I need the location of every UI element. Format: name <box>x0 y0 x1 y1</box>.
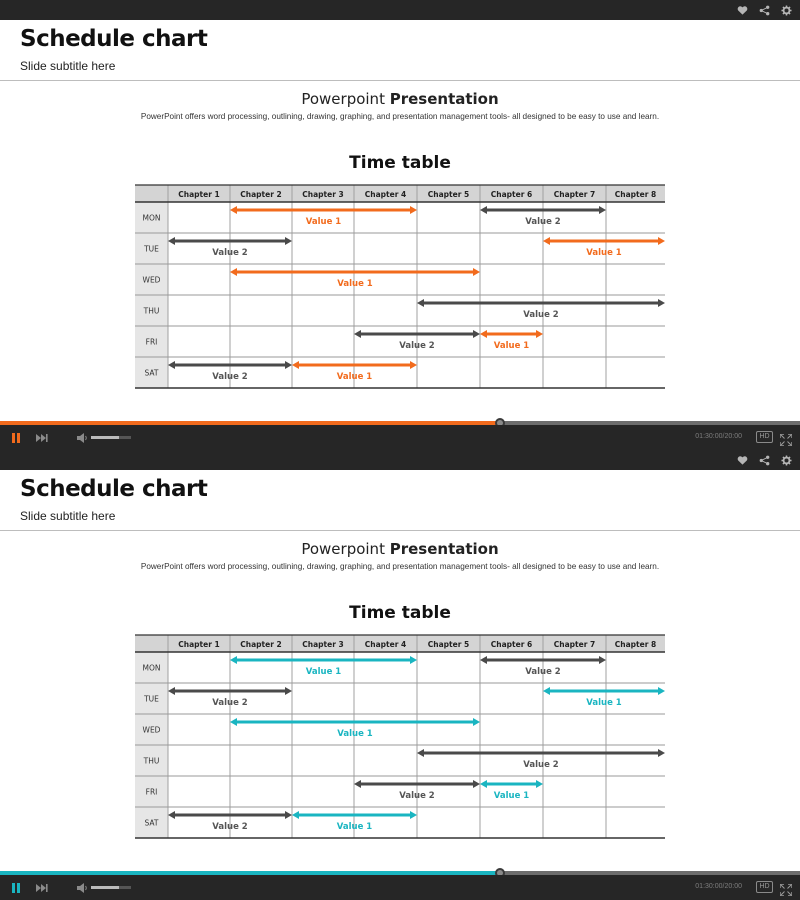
column-header: Chapter 5 <box>427 190 470 199</box>
bar-label: Value 1 <box>305 217 342 227</box>
player-control-bar <box>0 875 800 900</box>
row-label-fri: FRI <box>145 337 158 347</box>
bar-label: Value 2 <box>399 341 435 351</box>
bar-label: Value 1 <box>586 698 622 708</box>
column-header: Chapter 4 <box>364 190 407 199</box>
bar-label: Value 2 <box>525 217 561 227</box>
heading-bold: Presentation <box>389 540 499 558</box>
slide-subtitle: Slide subtitle here <box>20 509 116 523</box>
schedule-bar <box>168 687 292 708</box>
bar-label: Value 1 <box>586 248 622 258</box>
player-control-bar <box>0 425 800 450</box>
hd-button[interactable]: HD <box>756 431 773 443</box>
bar-label: Value 1 <box>336 822 373 832</box>
row-label-mon: MON <box>142 213 161 223</box>
column-header: Chapter 7 <box>553 190 596 199</box>
column-header: Chapter 7 <box>553 640 596 649</box>
bar-label: Value 2 <box>212 372 248 382</box>
volume-slider[interactable] <box>91 886 131 889</box>
column-header: Chapter 6 <box>490 640 533 649</box>
schedule-bar <box>480 206 606 227</box>
volume-icon[interactable] <box>76 425 90 450</box>
skip-forward-icon[interactable] <box>34 875 50 900</box>
schedule-bar <box>230 718 480 739</box>
heading-regular: Powerpoint <box>301 540 390 558</box>
column-header: Chapter 5 <box>427 640 470 649</box>
bar-label: Value 2 <box>523 760 559 770</box>
column-header: Chapter 1 <box>178 190 220 199</box>
row-label-mon: MON <box>142 663 161 673</box>
heading-bold: Presentation <box>389 90 499 108</box>
timetable-grid <box>0 0 800 420</box>
schedule-bar <box>417 299 665 320</box>
row-label-tue: TUE <box>144 694 159 704</box>
bar-label: Value 1 <box>493 791 530 801</box>
column-header: Chapter 3 <box>302 640 344 649</box>
skip-forward-icon[interactable] <box>34 425 50 450</box>
time-readout: 01:30:00/20:00 <box>695 883 742 890</box>
row-label-thu: THU <box>143 756 160 766</box>
column-header: Chapter 8 <box>614 190 657 199</box>
schedule-bar <box>230 268 480 289</box>
hd-button[interactable]: HD <box>756 881 773 893</box>
bar-label: Value 1 <box>305 667 342 677</box>
heading-regular: Powerpoint <box>301 90 390 108</box>
presentation-description: PowerPoint offers word processing, outlining, drawing, graphing, and presentation management tools- all designed to be easy to use and learn. <box>140 562 660 571</box>
schedule-bar <box>230 206 417 227</box>
volume-slider[interactable] <box>91 436 131 439</box>
volume-fill <box>91 436 119 439</box>
schedule-bar <box>168 811 292 832</box>
schedule-bar <box>543 687 665 708</box>
schedule-bar <box>168 361 292 382</box>
bar-label: Value 1 <box>337 279 373 289</box>
row-label-fri: FRI <box>145 787 158 797</box>
slide-player-panel-teal <box>0 450 800 900</box>
bar-label: Value 1 <box>336 372 373 382</box>
schedule-bar <box>417 749 665 770</box>
schedule-bar <box>292 811 417 832</box>
slide-title: Schedule chart <box>20 476 208 502</box>
row-label-sat: SAT <box>144 368 159 378</box>
schedule-bar <box>480 330 543 351</box>
column-header: Chapter 2 <box>240 640 282 649</box>
bar-label: Value 2 <box>212 698 248 708</box>
schedule-bar <box>168 237 292 258</box>
bar-label: Value 2 <box>523 310 559 320</box>
time-readout: 01:30:00/20:00 <box>695 433 742 440</box>
schedule-bar <box>354 330 480 351</box>
timetable-title: Time table <box>349 153 451 173</box>
volume-icon[interactable] <box>76 875 90 900</box>
bar-label: Value 2 <box>525 667 561 677</box>
fullscreen-icon[interactable] <box>780 881 792 893</box>
schedule-bar <box>480 780 543 801</box>
row-label-wed: WED <box>142 725 161 735</box>
fullscreen-icon[interactable] <box>780 431 792 443</box>
column-header: Chapter 2 <box>240 190 282 199</box>
schedule-bar <box>543 237 665 258</box>
row-label-wed: WED <box>142 275 161 285</box>
row-label-tue: TUE <box>144 244 159 254</box>
bar-label: Value 2 <box>212 248 248 258</box>
pause-icon[interactable] <box>9 875 23 900</box>
schedule-bar <box>354 780 480 801</box>
row-label-sat: SAT <box>144 818 159 828</box>
pause-icon[interactable] <box>9 425 23 450</box>
volume-fill <box>91 886 119 889</box>
column-header: Chapter 4 <box>364 640 407 649</box>
timetable-title: Time table <box>349 603 451 623</box>
schedule-bar <box>292 361 417 382</box>
bar-label: Value 1 <box>493 341 530 351</box>
slide-title: Schedule chart <box>20 26 208 52</box>
bar-label: Value 2 <box>399 791 435 801</box>
column-header: Chapter 1 <box>178 640 220 649</box>
presentation-description: PowerPoint offers word processing, outlining, drawing, graphing, and presentation management tools- all designed to be easy to use and learn. <box>140 112 660 121</box>
column-header: Chapter 8 <box>614 640 657 649</box>
row-label-thu: THU <box>143 306 160 316</box>
column-header: Chapter 3 <box>302 190 344 199</box>
slide-subtitle: Slide subtitle here <box>20 59 116 73</box>
column-header: Chapter 6 <box>490 190 533 199</box>
bar-label: Value 2 <box>212 822 248 832</box>
timetable-grid <box>0 450 800 870</box>
schedule-bar <box>230 656 417 677</box>
bar-label: Value 1 <box>337 729 373 739</box>
schedule-bar <box>480 656 606 677</box>
